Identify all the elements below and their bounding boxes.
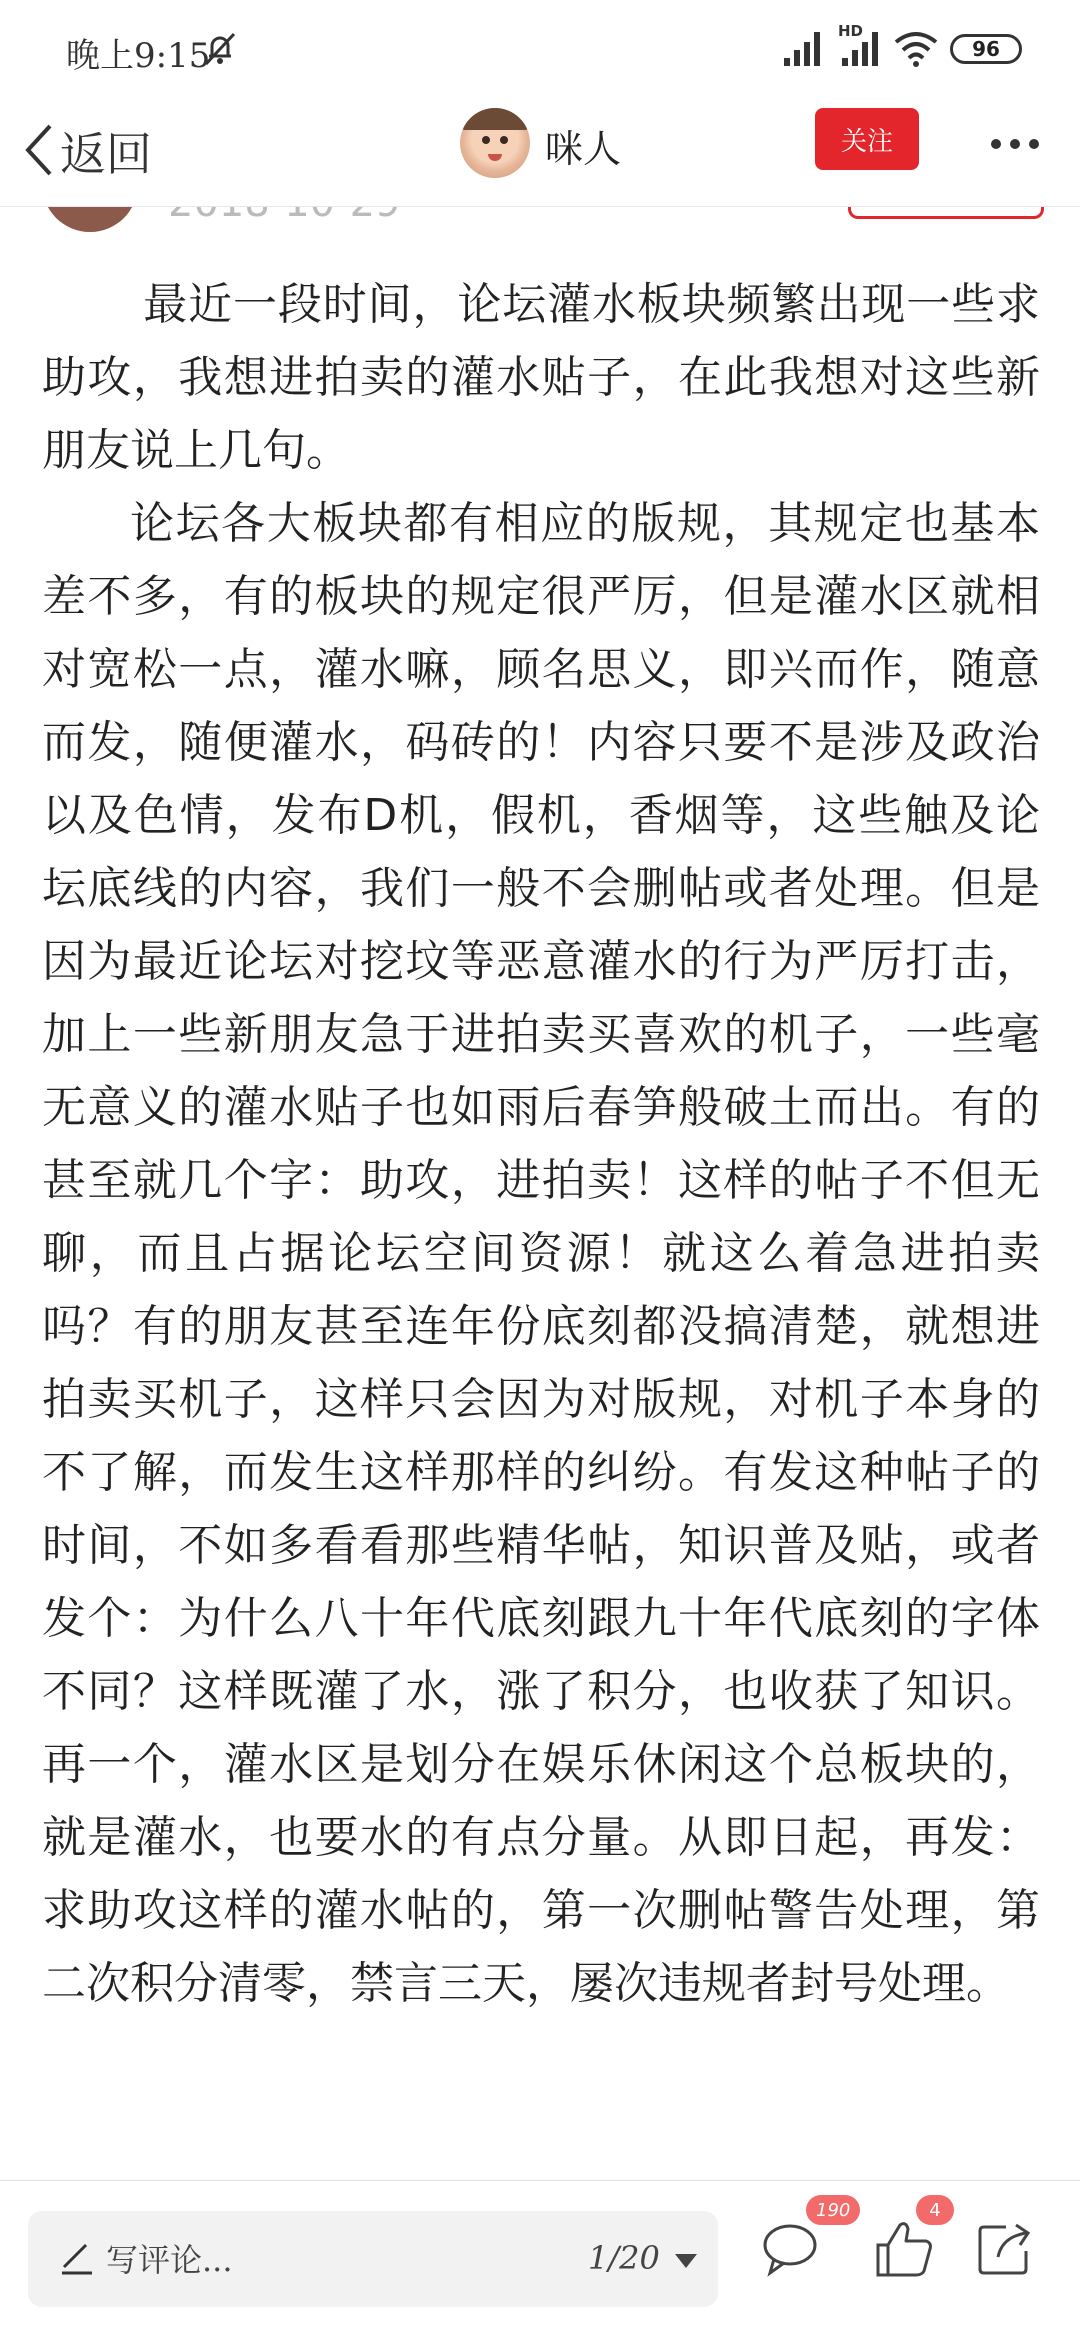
back-button[interactable]: 返回 <box>60 127 152 181</box>
battery-level: 96 <box>972 37 1000 61</box>
follow-button[interactable]: 关注 <box>815 108 919 170</box>
page-indicator[interactable]: 1/20 <box>588 2239 660 2277</box>
article-paragraph: 论坛各大板块都有相应的版规，其规定也基本差不多，有的板块的规定很严厉，但是灌水区就相对宽松一点，灌水嘛，顾名思义，即兴而作，随意而发，随便灌水，码砖的！内容只要不是涉及政治以及色情，发布D机，假机，香烟等，这些触及论坛底线的内容，我们一般不会删帖或者处理。但是因为最近论坛对挖坟等恶意灌水的行为严厉打击，加上一些新朋友急于进拍卖买喜欢的机子，一些毫无意义的灌水贴子也如雨后春笋般破土而出。有的甚至就几个字：助攻，进拍卖！这样的帖子不但无聊，而且占据论坛空间资源！就这么着急进拍卖吗？有的朋友甚至连年份底刻都没搞清楚，就想进拍卖买机子，这样只会因为对版规，对机子本身的不了解，而发生这样那样的纠纷。有发这种帖子的时间，不如多看看那些精华帖，知识普及贴，或者发个：为什么八十年代底刻跟九十年代底刻的字体不同？这样既灌了水，涨了积分，也收获了知识。再一个，灌水区是划分在娱乐休闲这个总板块的，就是灌水，也要水的有点分量。从即日起，再发：求助攻这样的灌水帖的，第一次删帖警告处理，第二次积分清零，禁言三天，屡次违规者封号处理。 <box>42 498 1040 2009</box>
signal-icon <box>782 30 826 66</box>
signal-icon <box>840 30 884 66</box>
article-paragraph: 最近一段时间，论坛灌水板块频繁出现一些求助攻，我想进拍卖的灌水贴子，在此我想对这些新朋友说上几句。 <box>42 279 1040 476</box>
nav-bar <box>0 100 1080 207</box>
mute-icon <box>200 28 240 68</box>
battery-icon <box>950 34 1022 64</box>
share-icon[interactable] <box>976 2219 1034 2277</box>
dropdown-icon[interactable] <box>673 2251 699 2271</box>
status-bar <box>0 0 1080 100</box>
network-type-label: HD <box>838 22 864 40</box>
wifi-icon <box>893 30 939 68</box>
back-icon[interactable] <box>20 120 56 180</box>
like-icon[interactable] <box>872 2217 936 2279</box>
comment-count-badge: 190 <box>806 2195 860 2225</box>
avatar[interactable] <box>460 108 530 178</box>
article-body <box>42 268 1040 2020</box>
pencil-icon <box>56 2237 96 2277</box>
comment-placeholder: 写评论... <box>106 2241 233 2279</box>
like-count-badge: 4 <box>916 2195 954 2225</box>
status-time: 晚上9:15 <box>66 36 211 76</box>
comment-input[interactable] <box>28 2211 718 2307</box>
author-name[interactable]: 咪人 <box>545 127 622 171</box>
comment-icon[interactable] <box>760 2221 820 2277</box>
more-icon[interactable] <box>990 138 1040 150</box>
bottom-action-bar <box>0 2180 1080 2341</box>
